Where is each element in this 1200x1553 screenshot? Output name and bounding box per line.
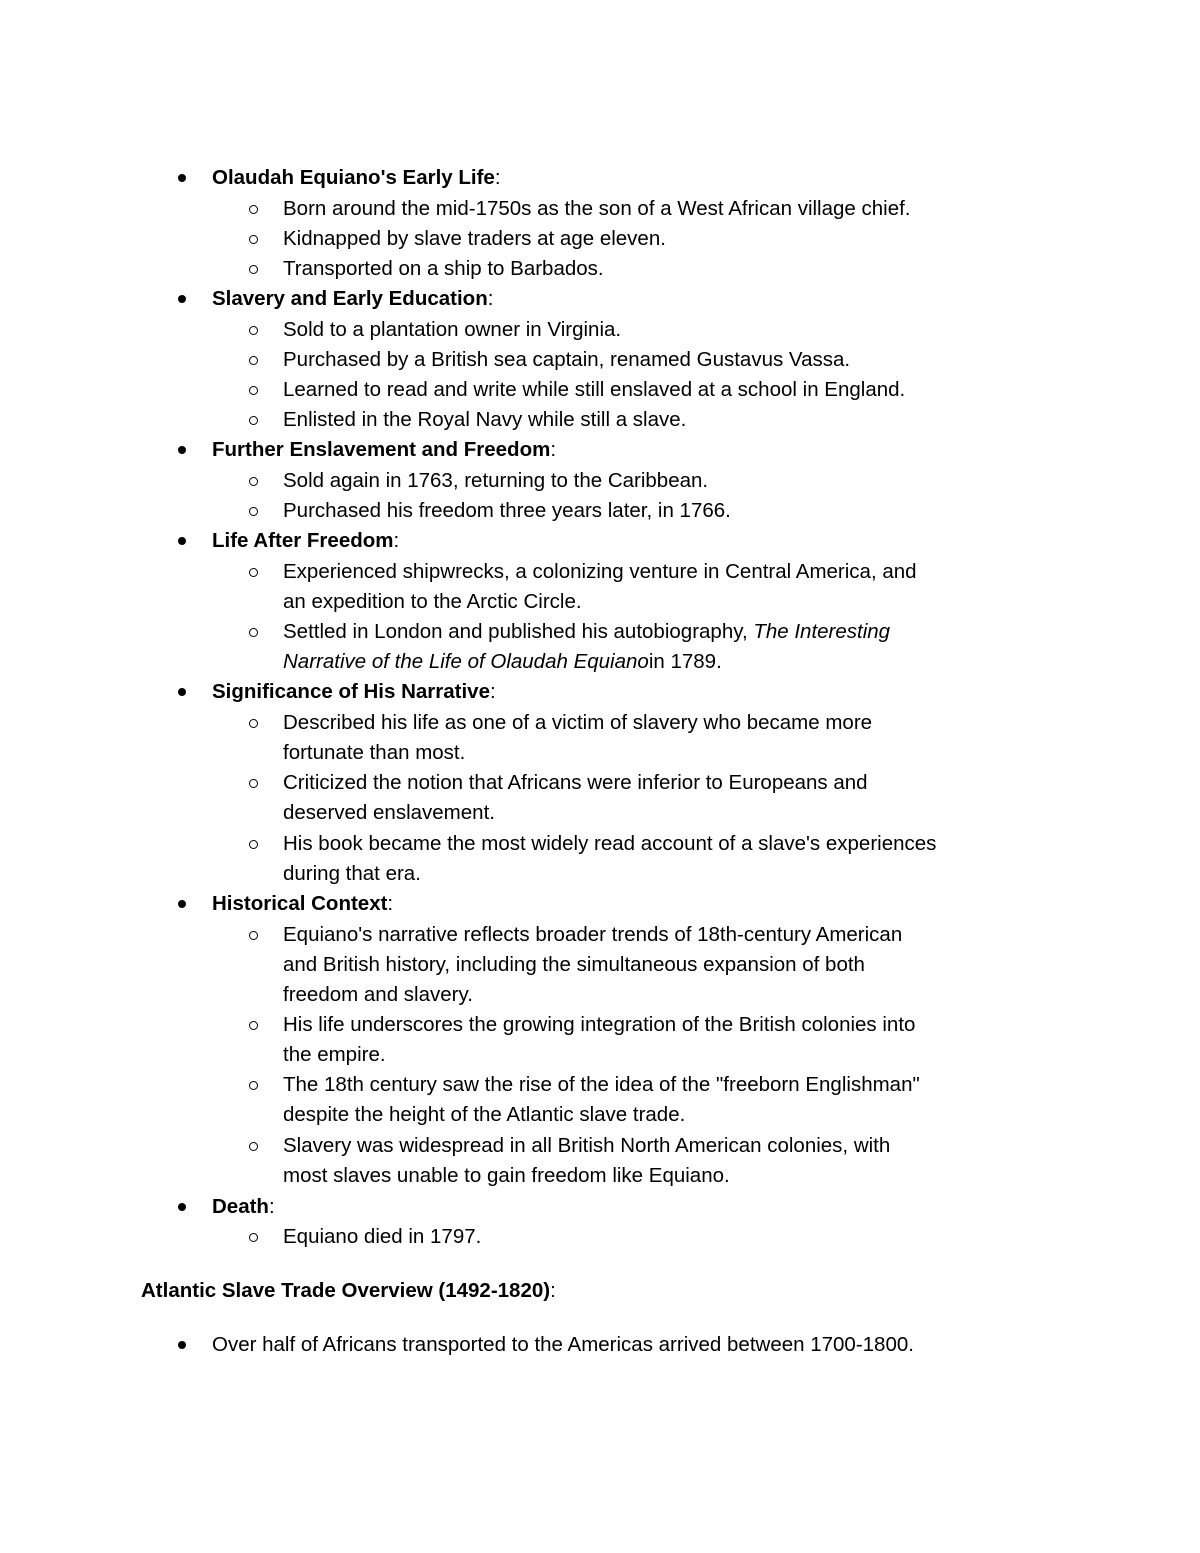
- list-item: Slavery was widespread in all British North American colonies, with: [283, 1134, 891, 1157]
- list-item: Described his life as one of a victim of slavery who became more: [283, 711, 873, 734]
- list-item: Transported on a ship to Barbados.: [283, 257, 604, 280]
- section-heading: Life After Freedom:: [212, 529, 400, 552]
- bullet-icon: [178, 537, 186, 545]
- list-item-continuation: fortunate than most.: [283, 741, 466, 764]
- circle-bullet-icon: [249, 628, 258, 637]
- list-item: Over half of Africans transported to the Americas arrived between 1700-1800.: [212, 1333, 914, 1356]
- list-item-continuation: deserved enslavement.: [283, 801, 495, 824]
- circle-bullet-icon: [249, 840, 258, 849]
- bullet-icon: [178, 900, 186, 908]
- list-item: Sold again in 1763, returning to the Caribbean.: [283, 469, 709, 492]
- circle-bullet-icon: [249, 779, 258, 788]
- list-item: Enlisted in the Royal Navy while still a slave.: [283, 408, 687, 431]
- section-heading: Significance of His Narrative:: [212, 680, 496, 703]
- section-heading: Olaudah Equiano's Early Life:: [212, 166, 501, 189]
- list-item: Equiano died in 1797.: [283, 1225, 482, 1248]
- list-item: Experienced shipwrecks, a colonizing venture in Central America, and: [283, 560, 917, 583]
- list-item: His life underscores the growing integration of the British colonies into: [283, 1013, 916, 1036]
- list-item: Sold to a plantation owner in Virginia.: [283, 318, 622, 341]
- section-heading: Death:: [212, 1195, 275, 1218]
- circle-bullet-icon: [249, 719, 258, 728]
- list-item-continuation: an expedition to the Arctic Circle.: [283, 590, 582, 613]
- section-heading: Further Enslavement and Freedom:: [212, 438, 557, 461]
- list-item-continuation: during that era.: [283, 862, 421, 885]
- bullet-icon: [178, 1341, 186, 1349]
- circle-bullet-icon: [249, 1233, 258, 1242]
- list-item: Settled in London and published his autobiography, The Interesting: [283, 620, 891, 643]
- circle-bullet-icon: [249, 326, 258, 335]
- circle-bullet-icon: [249, 416, 258, 425]
- circle-bullet-icon: [249, 1142, 258, 1151]
- circle-bullet-icon: [249, 477, 258, 486]
- list-item-continuation: most slaves unable to gain freedom like Equiano.: [283, 1164, 730, 1187]
- list-item: Purchased by a British sea captain, renamed Gustavus Vassa.: [283, 348, 851, 371]
- bullet-icon: [178, 1203, 186, 1211]
- list-item: Purchased his freedom three years later, in 1766.: [283, 499, 731, 522]
- circle-bullet-icon: [249, 507, 258, 516]
- circle-bullet-icon: [249, 205, 258, 214]
- list-item: Criticized the notion that Africans were inferior to Europeans and: [283, 771, 868, 794]
- list-item: Born around the mid-1750s as the son of a West African village chief.: [283, 197, 911, 220]
- list-item-continuation: and British history, including the simultaneous expansion of both: [283, 953, 865, 976]
- circle-bullet-icon: [249, 386, 258, 395]
- bullet-icon: [178, 446, 186, 454]
- circle-bullet-icon: [249, 265, 258, 274]
- section-heading: Slavery and Early Education:: [212, 287, 494, 310]
- list-item: Learned to read and write while still enslaved at a school in England.: [283, 378, 906, 401]
- list-item: Equiano's narrative reflects broader trends of 18th-century American: [283, 923, 903, 946]
- bullet-icon: [178, 295, 186, 303]
- circle-bullet-icon: [249, 1081, 258, 1090]
- circle-bullet-icon: [249, 356, 258, 365]
- list-item: The 18th century saw the rise of the idea of the "freeborn Englishman": [283, 1073, 920, 1096]
- list-item-continuation: the empire.: [283, 1043, 386, 1066]
- overview-heading: Atlantic Slave Trade Overview (1492-1820):: [141, 1279, 556, 1302]
- list-item-continuation: freedom and slavery.: [283, 983, 473, 1006]
- circle-bullet-icon: [249, 1021, 258, 1030]
- list-item: Kidnapped by slave traders at age eleven.: [283, 227, 666, 250]
- circle-bullet-icon: [249, 235, 258, 244]
- bullet-icon: [178, 174, 186, 182]
- section-heading: Historical Context:: [212, 892, 394, 915]
- list-item: His book became the most widely read account of a slave's experiences: [283, 832, 937, 855]
- bullet-icon: [178, 688, 186, 696]
- circle-bullet-icon: [249, 931, 258, 940]
- list-item-continuation: Narrative of the Life of Olaudah Equianoin 1789.: [283, 650, 722, 673]
- circle-bullet-icon: [249, 568, 258, 577]
- list-item-continuation: despite the height of the Atlantic slave trade.: [283, 1103, 686, 1126]
